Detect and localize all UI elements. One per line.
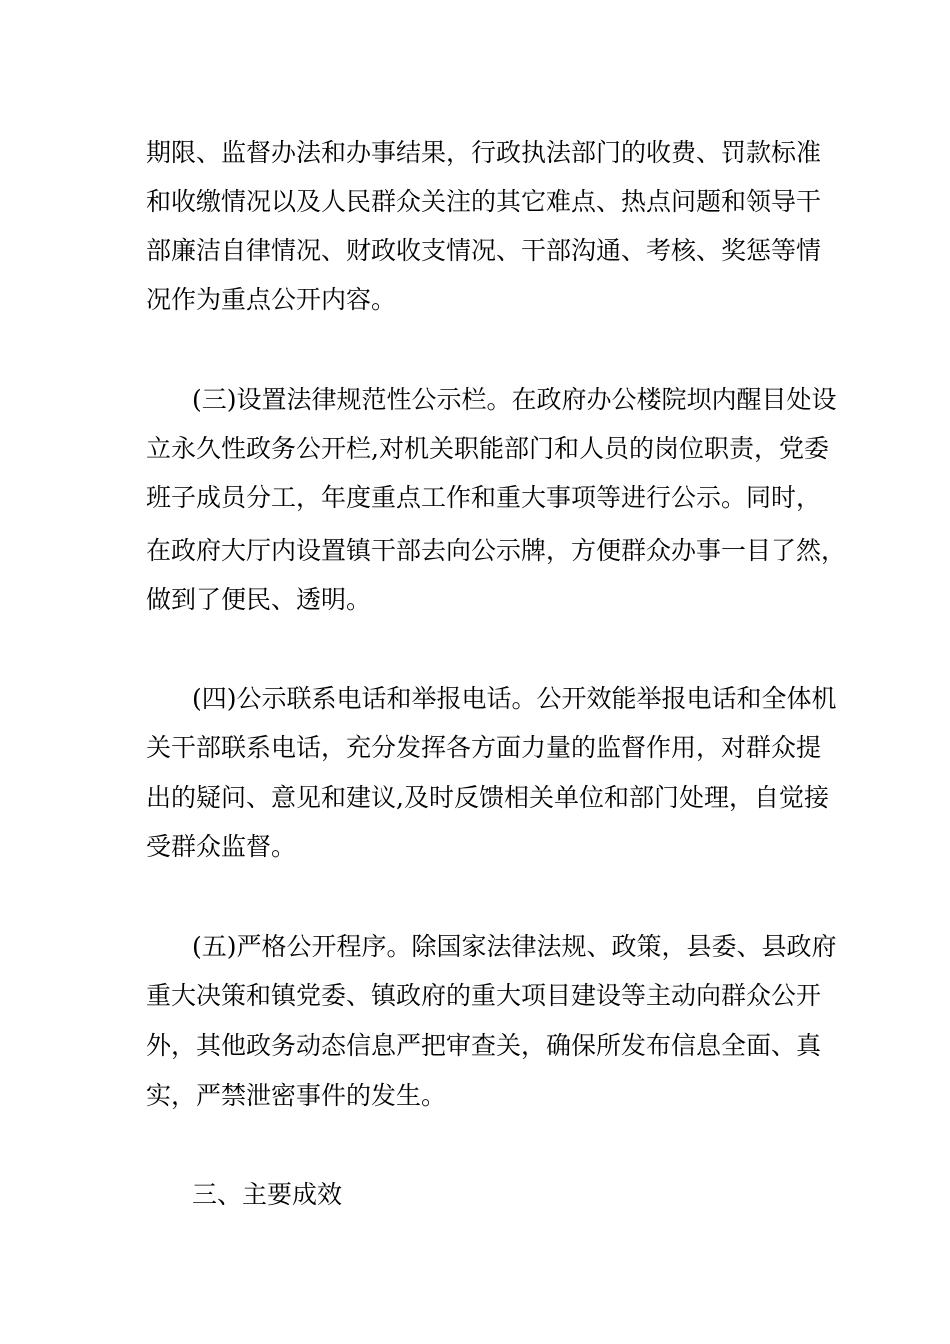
paragraph-line: 出的疑问、意见和建议,及时反馈相关单位和部门处理，自觉接 (146, 783, 829, 812)
section-heading: 三、主要成效 (192, 1180, 343, 1209)
paragraph-line: 外，其他政务动态信息严把审查关，确保所发布信息全面、真 (146, 1031, 822, 1060)
paragraph-line: 况作为重点公开内容。 (146, 285, 397, 314)
paragraph-line: (三)设置法律规范性公示栏。在政府办公楼院坝内醒目处设 (192, 385, 837, 414)
paragraph-line: 关干部联系电话，充分发挥各方面力量的监督作用，对群众提 (146, 733, 822, 762)
paragraph-line: 班子成员分工，年度重点工作和重大事项等进行公示。同时， (146, 483, 822, 512)
paragraph-line: 部廉洁自律情况、财政收支情况、干部沟通、考核、奖惩等情 (146, 236, 822, 265)
paragraph-line: (四)公示联系电话和举报电话。公开效能举报电话和全体机 (192, 684, 837, 713)
paragraph-line: 立永久性政务公开栏,对机关职能部门和人员的岗位职责，党委 (146, 434, 829, 463)
paragraph-line: 在政府大厅内设置镇干部去向公示牌，方便群众办事一目了然， (146, 536, 847, 565)
paragraph-line: 和收缴情况以及人民群众关注的其它难点、热点问题和领导干 (146, 187, 822, 216)
paragraph-line: (五)严格公开程序。除国家法律法规、政策，县委、县政府 (192, 932, 837, 961)
paragraph-line: 受群众监督。 (146, 832, 297, 861)
paragraph-line: 做到了便民、透明。 (146, 585, 372, 614)
paragraph-line: 实，严禁泄密事件的发生。 (146, 1081, 447, 1110)
paragraph-line: 重大决策和镇党委、镇政府的重大项目建设等主动向群众公开 (146, 981, 822, 1010)
paragraph-line: 期限、监督办法和办事结果，行政执法部门的收费、罚款标准 (146, 138, 822, 167)
